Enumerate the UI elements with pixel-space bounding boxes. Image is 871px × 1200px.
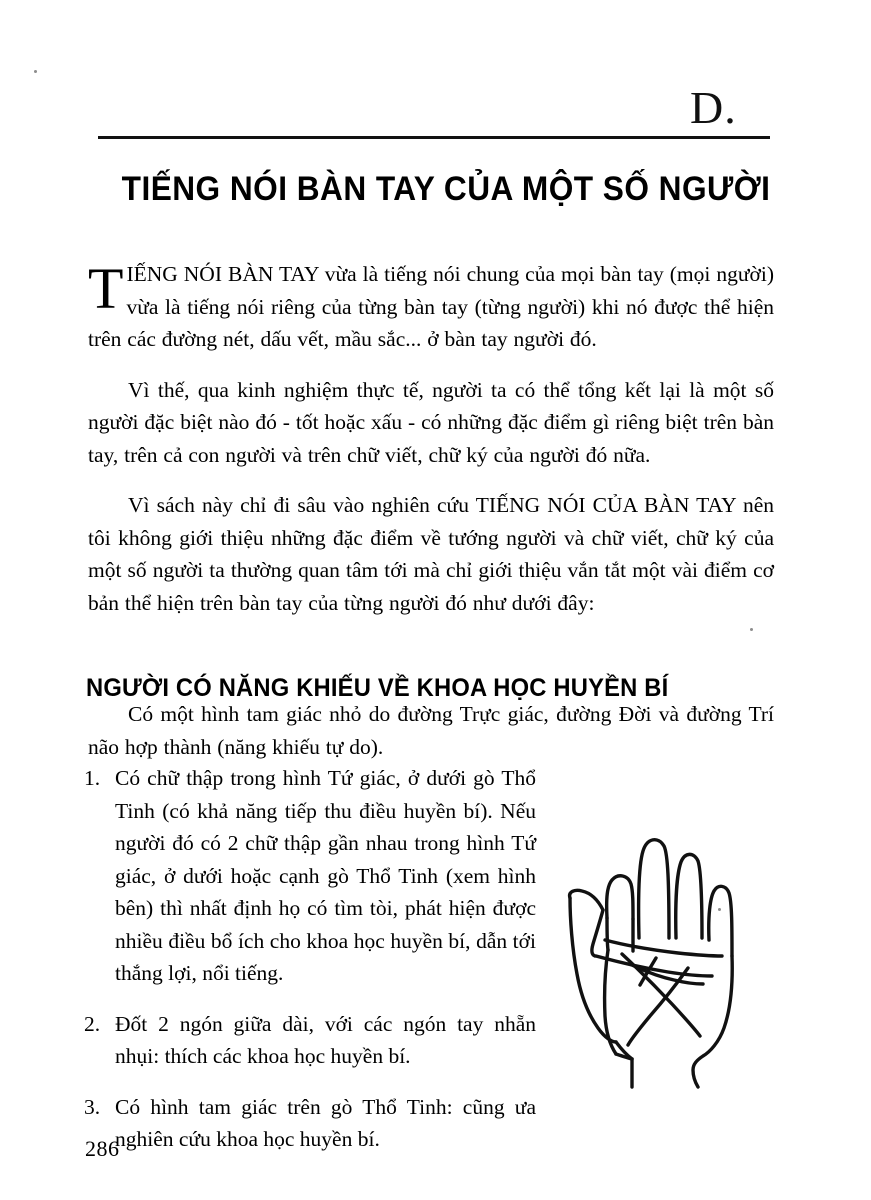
list-item-text: Có chữ thập trong hình Tứ giác, ở dưới gò Thổ Tinh (có khả năng tiếp thu điều huyền bí). Nếu người đó có 2 chữ thập gần nhau trong hình Tứ giác, ở dưới hoặc cạnh gò Thổ Tinh (xem hình bên) thì nhất định họ có tìm tòi, phát hiện được nhiều điều bổ ích cho khoa học huyền bí, dẫn tới thắng lợi, nổi tiếng. [115,766,536,985]
header-rule [98,136,770,139]
paragraph-2: Vì thế, qua kinh nghiệm thực tế, người ta có thể tổng kết lại là một số người đặc biệt nào đó - tốt hoặc xấu - có những đặc điểm gì riêng biệt trên bàn tay, trên cả con người và trên chữ viết, chữ ký của người đó nữa. [88,377,774,467]
section-intro: Có một hình tam giác nhỏ do đường Trực giác, đường Đời và đường Trí não hợp thành (năng khiếu tự do). [88,702,774,759]
paragraph-3: Vì sách này chỉ đi sâu vào nghiên cứu TIẾNG NÓI CỦA BÀN TAY nên tôi không giới thiệu những đặc điểm về tướng người và chữ viết, chữ ký của một số người ta thường quan tâm tới mà chỉ giới thiệu vắn tắt một vài điểm cơ bản thể hiện trên bàn tay của từng người đó như dưới đây: [88,493,774,615]
list-item [84,1008,536,1073]
list-item-marker: 3. [84,1094,101,1119]
list-item-marker: 2. [84,1011,101,1036]
paragraph-1-lead: IẾNG NÓI BÀN TAY [126,262,319,286]
list-item [84,1091,536,1156]
chapter-mark: D. [690,82,737,133]
list-item-text: Đốt 2 ngón giữa dài, với các ngón tay nhẵn nhụi: thích các khoa học huyền bí. [115,1011,536,1068]
numbered-list [84,762,536,1170]
drop-cap: T [88,256,124,321]
list-item [84,762,536,990]
list-item-text: Có hình tam giác trên gò Thổ Tinh: cũng ưa nghiên cứu khoa học huyền bí. [115,1094,536,1151]
paragraph-1-rest: vừa là tiếng nói chung của mọi bàn tay (mọi người) vừa là tiếng nói riêng của từng bàn tay (từng người) khi nó được thể hiện trên các đường nét, dấu vết, mầu sắc... ở bàn tay người đó. [88,262,774,351]
section-heading: NGƯỜI CÓ NĂNG KHIẾU VỀ KHOA HỌC HUYỀN BÍ [86,673,669,702]
hand-palm-icon [560,788,780,1093]
paragraph-1 [88,258,774,356]
section-intro-column [88,698,774,765]
hand-palm-illustration [560,788,780,1093]
scan-speck [750,628,753,631]
page-title: TIẾNG NÓI BÀN TAY CỦA MỘT SỐ NGƯỜI [121,169,771,208]
body-text-column [88,258,774,621]
page-number: 286 [85,1136,120,1161]
list-item-marker: 1. [84,766,101,790]
scan-speck [34,70,37,73]
